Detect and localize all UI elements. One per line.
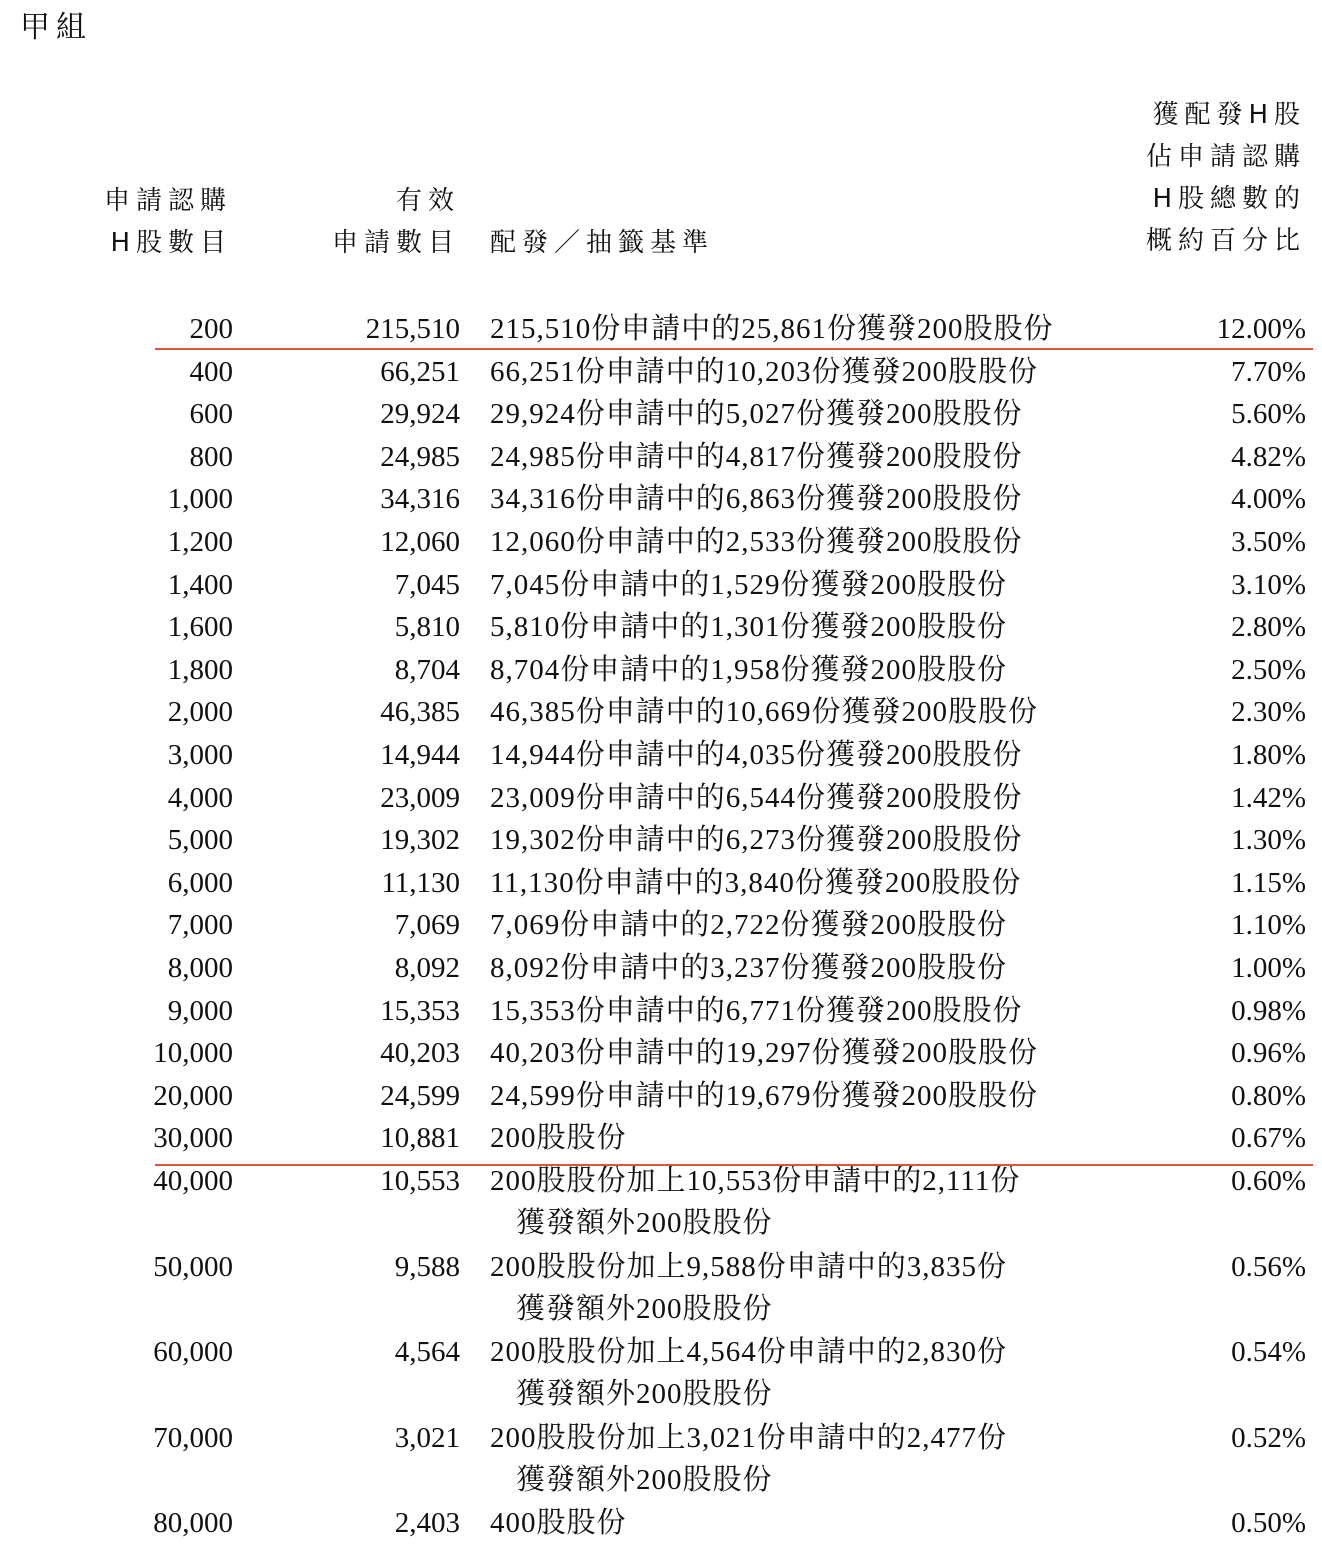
allocation-basis-cell: 7,069份申請中的2,722份獲發200股股份 [490,909,1008,942]
percentage-cell: 1.00% [1231,952,1306,984]
valid-applications-cell: 24,599 [380,1079,460,1112]
shares-applied-cell: 200 [189,313,233,345]
percentage-cell: 0.67% [1231,1122,1306,1155]
header-valid-applications [332,180,460,264]
percentage-cell: 2.30% [1231,696,1306,729]
valid-applications-cell: 9,588 [394,1250,460,1283]
valid-applications-cell: 8,704 [394,653,460,686]
table-row [0,308,1322,350]
allocation-basis-cell: 23,009份申請中的6,544份獲發200股股份 [490,781,1023,814]
percentage-cell: 3.50% [1231,526,1306,558]
valid-applications-cell: 19,302 [380,824,460,857]
allocation-basis-cell: 200股股份加上4,564份申請中的2,830份 [490,1336,1008,1368]
table-row [0,1075,1322,1117]
header-shares-applied [104,180,232,264]
valid-applications-cell: 215,510 [365,313,460,345]
valid-applications-cell: 24,985 [380,440,460,473]
valid-applications-cell: 46,385 [380,696,460,729]
percentage-cell: 0.96% [1231,1037,1306,1070]
table-row [0,1331,1322,1410]
allocation-basis-cell: 7,045份申請中的1,529份獲發200股股份 [490,568,1008,601]
allocation-basis-cell: 46,385份申請中的10,669份獲發200股股份 [490,696,1039,729]
shares-applied-cell: 1,000 [167,483,233,516]
table-row [0,1032,1322,1074]
shares-applied-cell: 6,000 [167,866,233,899]
percentage-cell: 2.80% [1231,611,1306,644]
valid-applications-cell: 7,045 [394,568,460,601]
shares-applied-cell: 30,000 [153,1122,233,1155]
table-row [0,478,1322,520]
shares-applied-cell: 3,000 [167,739,233,771]
table-row [0,393,1322,435]
header-approx-percentage [1146,94,1306,262]
valid-applications-cell: 8,092 [394,952,460,984]
allocation-basis-cell: 40,203份申請中的19,297份獲發200股股份 [490,1037,1039,1070]
table-row [0,1502,1322,1544]
valid-applications-cell: 2,403 [394,1507,460,1539]
shares-applied-cell: 50,000 [153,1250,233,1283]
shares-applied-cell: 2,000 [167,696,233,729]
percentage-cell: 0.98% [1231,994,1306,1027]
table-row [0,649,1322,691]
percentage-cell: 0.50% [1231,1507,1306,1539]
percentage-cell: 4.82% [1231,440,1306,473]
table-row [0,990,1322,1032]
header-line: 申請數目 [331,228,460,258]
shares-applied-cell: 400 [189,355,233,388]
shares-applied-cell: 1,200 [167,526,233,558]
table-row [0,351,1322,393]
table-row [0,862,1322,904]
table-row [0,1246,1322,1325]
percentage-cell: 0.52% [1231,1421,1306,1454]
allocation-basis-cell: 215,510份申請中的25,861份獲發200股股份 [490,313,1054,345]
allocation-basis-continued-cell: 獲發額外200股股份 [516,1463,773,1496]
allocation-basis-cell: 200股股份加上3,021份申請中的2,477份 [490,1421,1008,1454]
percentage-cell: 3.10% [1231,568,1306,601]
valid-applications-cell: 7,069 [394,909,460,942]
table-row [0,777,1322,819]
allocation-basis-cell: 14,944份申請中的4,035份獲發200股股份 [490,739,1023,771]
allocation-basis-cell: 12,060份申請中的2,533份獲發200股股份 [490,526,1023,558]
valid-applications-cell: 29,924 [380,398,460,431]
shares-applied-cell: 1,800 [167,653,233,686]
shares-applied-cell: 80,000 [153,1507,233,1539]
group-title: 甲組 [20,10,92,45]
valid-applications-cell: 11,130 [381,866,460,899]
allocation-basis-cell: 8,092份申請中的3,237份獲發200股股份 [490,952,1008,984]
shares-applied-cell: 40,000 [153,1165,233,1197]
percentage-cell: 1.42% [1231,781,1306,814]
percentage-cell: 4.00% [1231,483,1306,516]
allocation-basis-cell: 29,924份申請中的5,027份獲發200股股份 [490,398,1023,431]
table-row [0,1117,1322,1159]
shares-applied-cell: 4,000 [167,781,233,814]
shares-applied-cell: 60,000 [153,1336,233,1368]
percentage-cell: 7.70% [1231,355,1306,388]
allocation-basis-cell: 24,599份申請中的19,679份獲發200股股份 [490,1079,1039,1112]
header-line: H股總數的 [1152,184,1306,214]
allocation-basis-cell: 5,810份申請中的1,301份獲發200股股份 [490,611,1008,644]
table-row [0,734,1322,776]
valid-applications-cell: 66,251 [380,355,460,388]
header-line: H股數目 [110,228,232,258]
shares-applied-cell: 9,000 [167,994,233,1027]
shares-applied-cell: 8,000 [167,952,233,984]
allocation-basis-continued-cell: 獲發額外200股股份 [516,1292,773,1325]
header-line: 有效 [395,186,460,216]
highlight-divider [155,348,1313,350]
allocation-basis-continued-cell: 獲發額外200股股份 [516,1207,773,1239]
valid-applications-cell: 23,009 [380,781,460,814]
table-row [0,564,1322,606]
table-row [0,947,1322,989]
percentage-cell: 0.56% [1231,1250,1306,1283]
allocation-basis-cell: 8,704份申請中的1,958份獲發200股股份 [490,653,1008,686]
percentage-cell: 1.10% [1231,909,1306,942]
allocation-basis-cell: 34,316份申請中的6,863份獲發200股股份 [490,483,1023,516]
allocation-basis-cell: 200股股份加上9,588份申請中的3,835份 [490,1250,1008,1283]
allocation-basis-cell: 19,302份申請中的6,273份獲發200股股份 [490,824,1023,857]
header-line: 配發／抽籤基準 [490,228,715,258]
valid-applications-cell: 40,203 [380,1037,460,1070]
table-row [0,691,1322,733]
allocation-basis-cell: 200股股份加上10,553份申請中的2,111份 [490,1165,1021,1197]
allocation-basis-cell: 66,251份申請中的10,203份獲發200股股份 [490,355,1039,388]
valid-applications-cell: 4,564 [394,1336,460,1368]
table-row [0,436,1322,478]
allocation-basis-cell: 11,130份申請中的3,840份獲發200股股份 [490,866,1022,899]
percentage-cell: 0.80% [1231,1079,1306,1112]
percentage-cell: 2.50% [1231,653,1306,686]
valid-applications-cell: 15,353 [380,994,460,1027]
shares-applied-cell: 1,400 [167,568,233,601]
allocation-basis-cell: 15,353份申請中的6,771份獲發200股股份 [490,994,1023,1027]
valid-applications-cell: 34,316 [380,483,460,516]
valid-applications-cell: 14,944 [380,739,460,771]
valid-applications-cell: 5,810 [394,611,460,644]
shares-applied-cell: 600 [189,398,233,431]
header-line: 申請認購 [103,186,232,216]
valid-applications-cell: 3,021 [394,1421,460,1454]
valid-applications-cell: 10,881 [380,1122,460,1155]
percentage-cell: 0.60% [1231,1165,1306,1197]
table-row [0,1417,1322,1496]
percentage-cell: 12.00% [1216,313,1306,345]
shares-applied-cell: 1,600 [167,611,233,644]
header-line: 佔申請認購 [1145,142,1306,172]
table-row [0,606,1322,648]
allocation-basis-cell: 200股股份 [490,1122,627,1155]
shares-applied-cell: 10,000 [153,1037,233,1070]
percentage-cell: 1.80% [1231,739,1306,771]
allocation-basis-continued-cell: 獲發額外200股股份 [516,1378,773,1410]
valid-applications-cell: 12,060 [380,526,460,558]
header-allocation-basis [490,222,714,264]
shares-applied-cell: 7,000 [167,909,233,942]
shares-applied-cell: 800 [189,440,233,473]
header-line: 獲配發H股 [1152,100,1306,130]
table-row [0,521,1322,563]
shares-applied-cell: 70,000 [153,1421,233,1454]
percentage-cell: 1.30% [1231,824,1306,857]
table-row [0,1160,1322,1239]
percentage-cell: 5.60% [1231,398,1306,431]
table-row [0,904,1322,946]
valid-applications-cell: 10,553 [380,1165,460,1197]
table-row [0,819,1322,861]
shares-applied-cell: 20,000 [153,1079,233,1112]
allocation-basis-cell: 400股股份 [490,1507,627,1539]
header-line: 概約百分比 [1145,226,1306,256]
highlight-divider [155,1164,1313,1166]
shares-applied-cell: 5,000 [167,824,233,857]
percentage-cell: 0.54% [1231,1336,1306,1368]
percentage-cell: 1.15% [1231,866,1306,899]
allocation-basis-cell: 24,985份申請中的4,817份獲發200股股份 [490,440,1023,473]
